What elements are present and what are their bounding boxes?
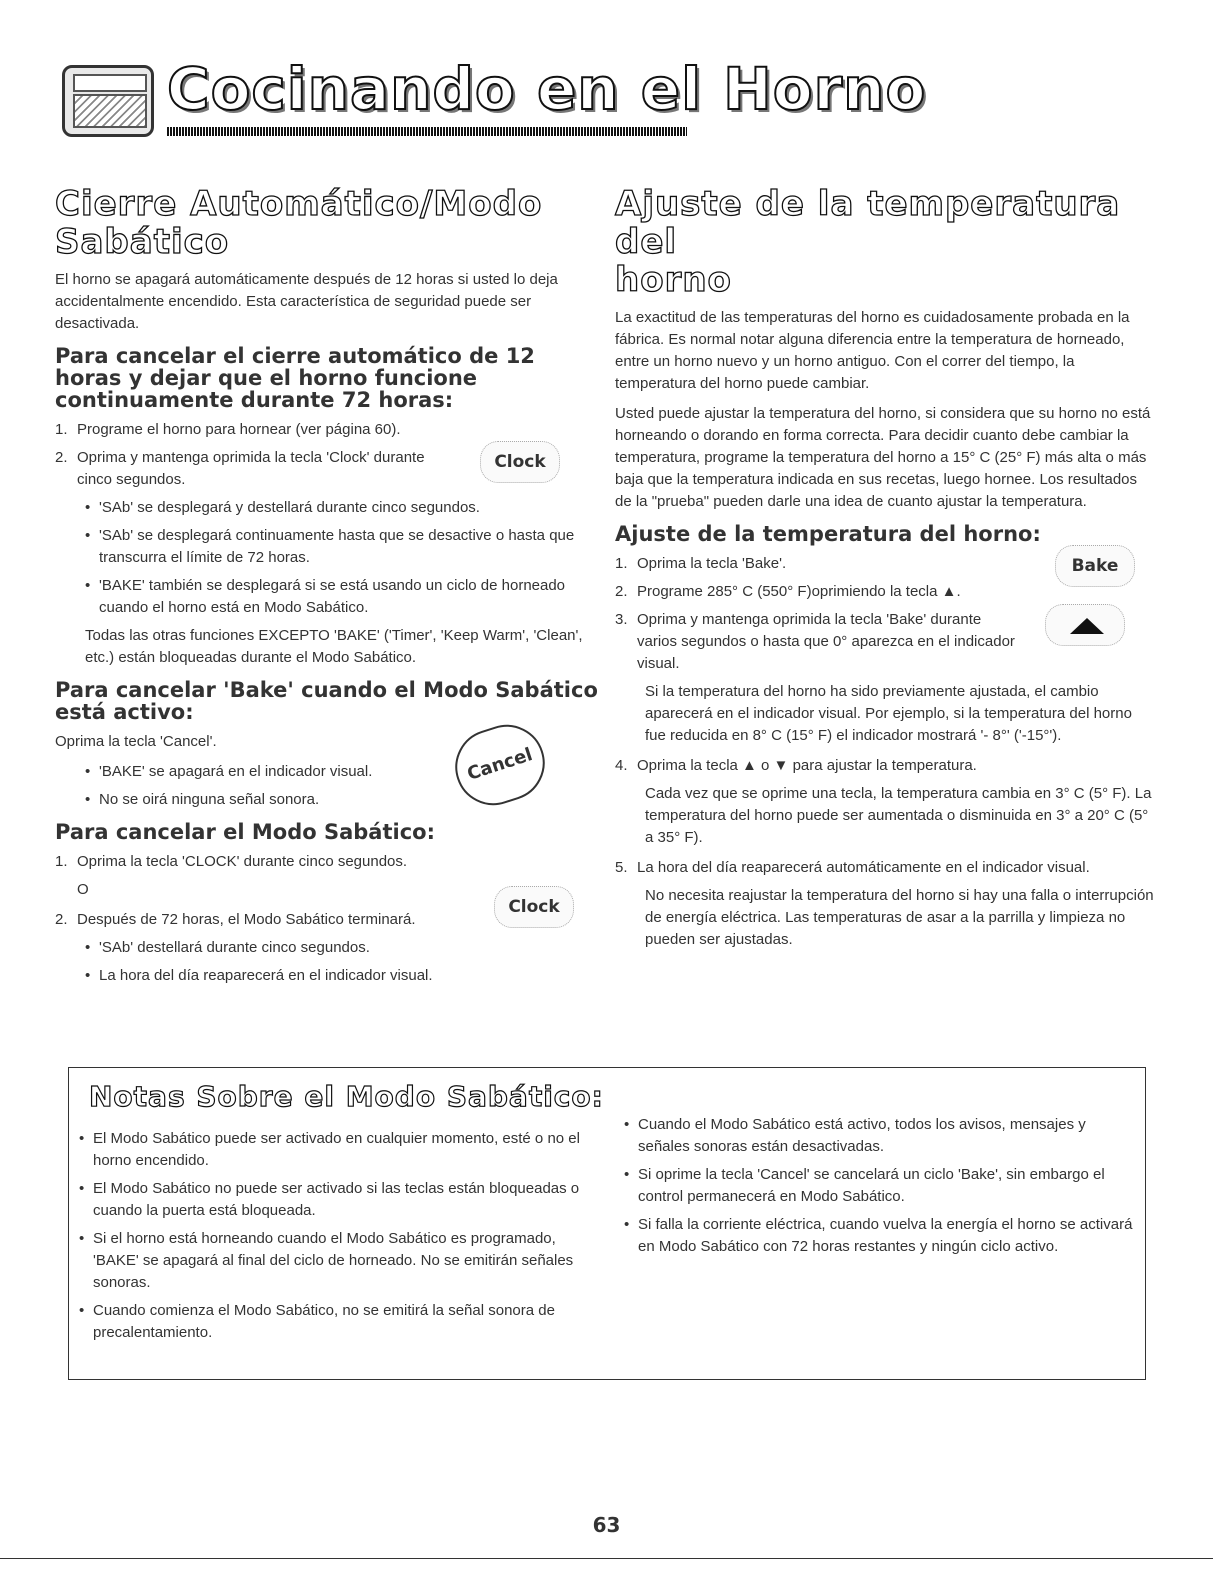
sabbath-notes-box — [68, 1067, 1146, 1380]
step-number: 3. — [615, 611, 628, 628]
step-number: 2. — [55, 911, 68, 928]
step-text: Oprima y mantenga oprimida la tecla 'Clock' durante cinco segundos. — [77, 449, 425, 488]
step-number: 1. — [55, 853, 68, 870]
step5-note: No necesita reajustar la temperatura del horno si hay una falla o interrupción de energía eléctrica. Las temperaturas de asar a la parrilla y limpieza no pueden ser ajustadas. — [645, 887, 1154, 948]
section-title-line2: horno — [615, 260, 732, 300]
step-item — [615, 581, 1025, 603]
clock-key-illustration: Clock — [480, 441, 560, 483]
bullet-icon: • — [85, 577, 91, 594]
step-number: 2. — [55, 449, 68, 466]
list-item — [69, 1178, 589, 1222]
step-text: Oprima y mantenga oprimida la tecla 'Bake' durante varios segundos o hasta que 0° aparezca en el indicador visual. — [637, 611, 1015, 672]
step-item — [615, 609, 1025, 675]
oven-panel-icon — [73, 74, 147, 92]
bottom-rule — [0, 1558, 1213, 1559]
section-title-temperature — [615, 185, 1155, 299]
step-text: Oprima la tecla 'CLOCK' durante cinco segundos. — [77, 853, 408, 870]
header-rule — [167, 127, 687, 136]
bullet-text: Cuando el Modo Sabático está activo, todos los avisos, mensajes y señales sonoras están desactivadas. — [638, 1116, 1086, 1155]
page-header — [62, 55, 927, 145]
subheading-adjust-temperature: Ajuste de la temperatura del horno: — [615, 522, 1041, 546]
clock-key-illustration-2: Clock — [494, 886, 574, 928]
step-number: 5. — [615, 859, 628, 876]
notes-right-list — [614, 1114, 1134, 1264]
left-column — [55, 185, 605, 993]
step-text: Programe 285° C (550° F)oprimiendo la tecla ▲. — [637, 583, 961, 600]
step-text: Oprima la tecla 'Bake'. — [637, 555, 787, 572]
bullet-icon: • — [79, 1130, 85, 1147]
step-text: Después de 72 horas, el Modo Sabático terminará. — [77, 911, 416, 928]
list-item — [614, 1214, 1134, 1258]
locked-functions-note: Todas las otras funciones EXCEPTO 'BAKE' ('Timer', 'Keep Warm', 'Clean', etc.) están bloqueadas durante el Modo Sabático. — [85, 627, 583, 666]
step-number: 2. — [615, 583, 628, 600]
bullet-text: El Modo Sabático no puede ser activado si las teclas están bloqueadas o cuando la puerta está bloqueada. — [93, 1180, 580, 1219]
bullet-icon: • — [85, 967, 91, 984]
oven-door-icon — [73, 94, 147, 128]
section-title-line2: Sabático — [55, 222, 230, 262]
list-item — [55, 937, 605, 959]
oven-icon — [62, 65, 154, 137]
bullet-text: 'BAKE' se apagará en el indicador visual. — [99, 763, 373, 780]
bullet-text: 'SAb' destellará durante cinco segundos. — [99, 939, 370, 956]
subheading-cancel-autoshutoff: Para cancelar el cierre automático de 12 horas y dejar que el horno funcione continuamente durante 72 horas: — [55, 344, 535, 412]
temperature-paragraph-1: La exactitud de las temperaturas del horno es cuidadosamente probada en la fábrica. Es normal notar alguna diferencia entre la temperatura de horneado, entre un horno nuevo y un horno antiguo. Con el correr del tiempo, la temperatura del horno puede cambiar. — [615, 309, 1130, 392]
bullet-icon: • — [85, 499, 91, 516]
cancel-bake-text: Oprima la tecla 'Cancel'. — [55, 733, 217, 750]
bullet-text: No se oirá ninguna señal sonora. — [99, 791, 320, 808]
bullet-text: 'SAb' se desplegará y destellará durante cinco segundos. — [99, 499, 480, 516]
bullet-text: 'BAKE' también se desplegará si se está usando un ciclo de horneado cuando el horno está en Modo Sabático. — [99, 577, 566, 616]
bullet-text: Si el horno está horneando cuando el Modo Sabático es programado, 'BAKE' se apagará al final del ciclo de horneado. No se emitirán señales sonoras. — [93, 1230, 574, 1291]
section-title-line1: Ajuste de la temperatura del — [615, 184, 1121, 262]
step-item — [55, 447, 455, 491]
step-item — [615, 553, 1025, 575]
bullet-icon: • — [624, 1216, 630, 1233]
list-item — [55, 575, 605, 619]
list-item — [69, 1228, 589, 1294]
up-arrow-icon — [1070, 618, 1104, 634]
bullet-icon: • — [85, 939, 91, 956]
list-item — [614, 1114, 1134, 1158]
step-text: Programe el horno para hornear (ver página 60). — [77, 421, 401, 438]
bullet-text: El Modo Sabático puede ser activado en cualquier momento, esté o no el horno encendido. — [93, 1130, 580, 1169]
bullet-text: Si falla la corriente eléctrica, cuando vuelva la energía el horno se activará en Modo Sabático con 72 horas restantes y ningún ciclo activo. — [638, 1216, 1133, 1255]
bullet-icon: • — [624, 1166, 630, 1183]
page-number: 63 — [592, 1513, 621, 1537]
bullet-icon: • — [624, 1116, 630, 1133]
step3-note: Si la temperatura del horno ha sido previamente ajustada, el cambio aparecerá en el indicador visual. Por ejemplo, si la temperatura del horno fue reducida en 8° C (15° F) el indicador mostrará '- 8°' ('-15°'). — [645, 683, 1132, 744]
step-item — [615, 857, 1155, 879]
page-title: Cocinando en el Horno — [167, 55, 927, 123]
bullet-icon: • — [85, 791, 91, 808]
list-item — [69, 1300, 589, 1344]
temperature-paragraph-2: Usted puede ajustar la temperatura del horno, si considera que su horno no está horneando o dorando en forma correcta. Para decidir cuanto debe cambiar la temperatura, programe la temperatura del horno a 15° C (25° F) más alta o más baja que la temperatura indicada en sus recetas, luego hornee. Los resultados de la "prueba" pueden darle una idea de cuanto ajustar la temperatura. — [615, 405, 1151, 510]
bake-key-illustration: Bake — [1055, 545, 1135, 587]
notes-title: Notas Sobre el Modo Sabático: — [89, 1080, 604, 1113]
section-title-sabbath — [55, 185, 605, 261]
list-item — [55, 497, 605, 519]
bullet-text: Cuando comienza el Modo Sabático, no se emitirá la señal sonora de precalentamiento. — [93, 1302, 555, 1341]
or-separator: O — [77, 881, 89, 898]
bullet-text: 'SAb' se desplegará continuamente hasta que se desactive o hasta que transcurra el límite de 72 horas. — [99, 527, 575, 566]
list-item — [69, 1128, 589, 1172]
list-item — [55, 965, 605, 987]
section-title-line1: Cierre Automático/Modo — [55, 184, 543, 224]
step-text: Oprima la tecla ▲ o ▼ para ajustar la temperatura. — [637, 757, 977, 774]
cancel-key-illustration: Cancel — [445, 715, 554, 815]
step-number: 4. — [615, 757, 628, 774]
bullet-icon: • — [79, 1180, 85, 1197]
step-item — [615, 755, 1155, 777]
bullet-icon: • — [79, 1302, 85, 1319]
step-item — [55, 851, 605, 873]
step-text: La hora del día reaparecerá automáticamente en el indicador visual. — [637, 859, 1090, 876]
notes-left-list — [69, 1128, 589, 1350]
bullet-icon: • — [85, 763, 91, 780]
sabbath-intro: El horno se apagará automáticamente después de 12 horas si usted lo deja accidentalmente encendido. Esta característica de seguridad puede ser desactivada. — [55, 271, 558, 332]
subheading-cancel-bake: Para cancelar 'Bake' cuando el Modo Sabático está activo: — [55, 678, 598, 724]
step-number: 1. — [615, 555, 628, 572]
bullet-icon: • — [85, 527, 91, 544]
bullet-icon: • — [79, 1230, 85, 1247]
bullet-text: Si oprime la tecla 'Cancel' se cancelará un ciclo 'Bake', sin embargo el control permanecerá en Modo Sabático. — [638, 1166, 1105, 1205]
list-item — [614, 1164, 1134, 1208]
step-number: 1. — [55, 421, 68, 438]
up-arrow-key-illustration — [1045, 604, 1125, 646]
bullet-text: La hora del día reaparecerá en el indicador visual. — [99, 967, 433, 984]
list-item — [55, 525, 605, 569]
step4-note: Cada vez que se oprime una tecla, la temperatura cambia en 3° C (5° F). La temperatura del horno puede ser aumentada o disminuida en 3° a 20° C (5° a 35° F). — [645, 785, 1152, 846]
step-item — [55, 419, 465, 441]
subheading-cancel-sabbath: Para cancelar el Modo Sabático: — [55, 820, 435, 844]
